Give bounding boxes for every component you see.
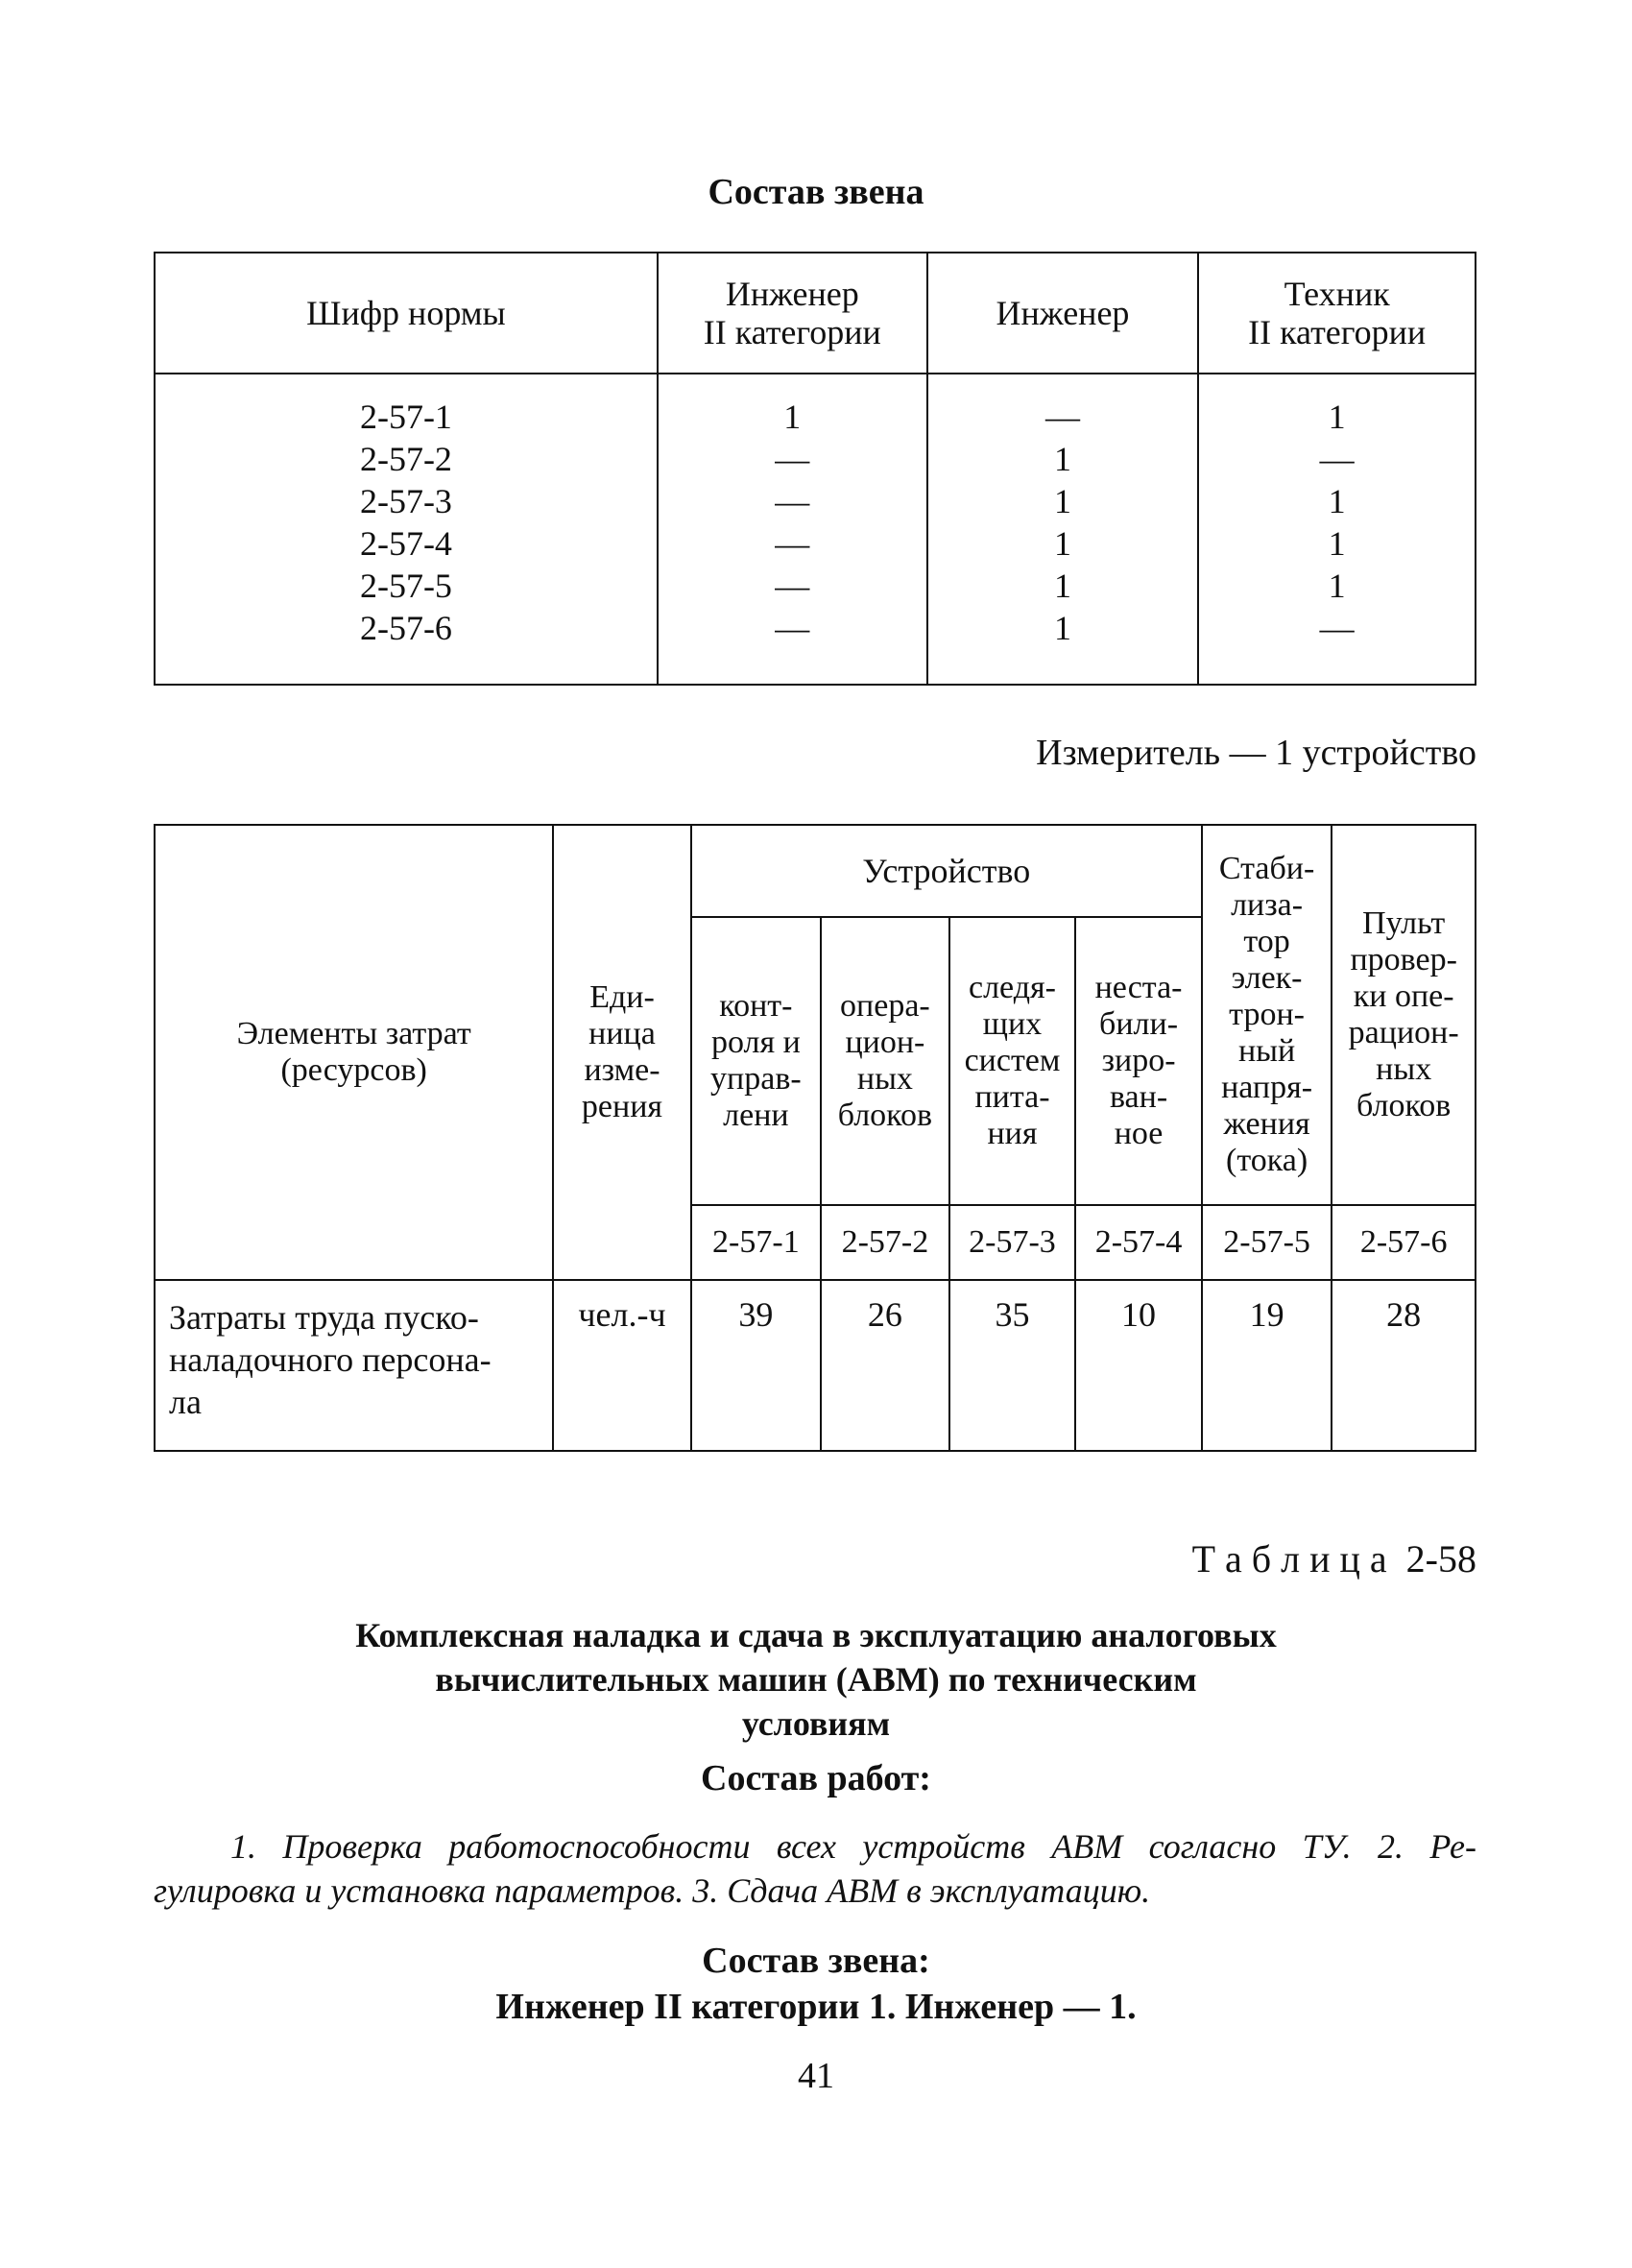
table-cell: 1 [1328, 524, 1346, 563]
works-text-line: гулировка и установка параметров. 3. Сдача АВМ в эксплуатацию. [154, 1871, 1151, 1910]
crew2-text: Инженер II категории 1. Инженер — 1. [495, 1987, 1137, 2027]
crew-column-technician [1198, 374, 1476, 685]
table-cell: 1 [1053, 567, 1071, 605]
crew-header-code: Шифр нормы [155, 253, 658, 374]
table-cell: — [775, 609, 810, 647]
measure-unit: Измеритель — 1 устройство [1036, 733, 1476, 773]
crew-header-technician: Техник II категории [1198, 253, 1476, 374]
table-cell: 1 [1328, 398, 1346, 436]
page-number: 41 [798, 2056, 834, 2096]
cost-row-label: Затраты труда пуско- наладочного персона- ла [155, 1280, 553, 1451]
code-cell: 2-57-1 [691, 1205, 822, 1280]
value-cell: 26 [821, 1280, 949, 1451]
cost-header-device: Устройство [691, 825, 1202, 917]
crew-title: Состав звена [708, 172, 924, 212]
cost-header-stabilizer: Стаби- лиза- тор элек- трон- ный напря- жения (тока) [1202, 825, 1332, 1205]
section-title [0, 1613, 1632, 1746]
crew-header-engineer: Инженер [927, 253, 1199, 374]
table-cell: — [775, 482, 810, 520]
code-cell: 2-57-2 [821, 1205, 949, 1280]
section-title-line: вычислительных машин (АВМ) по техническим [435, 1660, 1197, 1699]
cost-header-elements: Элементы затрат (ресурсов) [155, 825, 553, 1280]
table-cell: 1 [1053, 609, 1071, 647]
table-cell: — [775, 524, 810, 563]
cost-subheader-operational: опера- цион- ных блоков [821, 917, 949, 1205]
cost-row-unit: чел.-ч [553, 1280, 690, 1451]
crew-table [154, 252, 1476, 686]
table-cell: 2-57-2 [359, 440, 452, 478]
table-cell: 1 [783, 398, 802, 436]
cost-subheader-unstabilized: неста- били- зиро- ван- ное [1075, 917, 1202, 1205]
works-text [154, 1824, 1476, 1913]
section-title-line: условиям [741, 1704, 891, 1743]
table-cell: 2-57-3 [359, 482, 452, 520]
code-cell: 2-57-4 [1075, 1205, 1202, 1280]
table-cell: 2-57-6 [359, 609, 452, 647]
code-cell: 2-57-3 [949, 1205, 1076, 1280]
code-cell: 2-57-5 [1202, 1205, 1332, 1280]
crew-column-engineer-ii [658, 374, 927, 685]
section-title-line: Комплексная наладка и сдача в эксплуатацию аналоговых [355, 1616, 1277, 1654]
table-cell: 2-57-1 [359, 398, 452, 436]
table-number: Т а б л и ц а 2-58 [1191, 1537, 1476, 1580]
value-cell: 19 [1202, 1280, 1332, 1451]
cost-subheader-tracking: следя- щих систем пита- ния [949, 917, 1076, 1205]
cost-subheader-control: конт- роля и управ- лени [691, 917, 822, 1205]
code-cell: 2-57-6 [1332, 1205, 1476, 1280]
table-cell: — [775, 567, 810, 605]
table-cell: 1 [1053, 482, 1071, 520]
cost-header-console: Пульт провер- ки опе- рацион- ных блоков [1332, 825, 1476, 1205]
value-cell: 10 [1075, 1280, 1202, 1451]
table-cell: — [775, 440, 810, 478]
crew2-title: Состав звена: [702, 1941, 930, 1981]
table-cell: — [1044, 398, 1080, 436]
value-cell: 35 [949, 1280, 1076, 1451]
table-cell: 1 [1328, 567, 1346, 605]
works-title: Состав работ: [701, 1758, 931, 1798]
table-cell: 1 [1053, 524, 1071, 563]
works-text-line: 1. Проверка работоспособности всех устройств АВМ согласно ТУ. 2. Ре- [230, 1827, 1476, 1866]
crew-column-codes [155, 374, 658, 685]
table-cell: 1 [1053, 440, 1071, 478]
crew-header-engineer-ii: Инженер II категории [658, 253, 927, 374]
table-cell: 1 [1328, 482, 1346, 520]
cost-table [154, 824, 1476, 1452]
table-cell: — [1319, 440, 1355, 478]
table-cell: — [1319, 609, 1355, 647]
table-cell: 2-57-5 [359, 567, 452, 605]
cost-header-unit: Еди- ница изме- рения [553, 825, 690, 1280]
crew-column-engineer [927, 374, 1199, 685]
value-cell: 39 [691, 1280, 822, 1451]
value-cell: 28 [1332, 1280, 1476, 1451]
table-cell: 2-57-4 [359, 524, 452, 563]
